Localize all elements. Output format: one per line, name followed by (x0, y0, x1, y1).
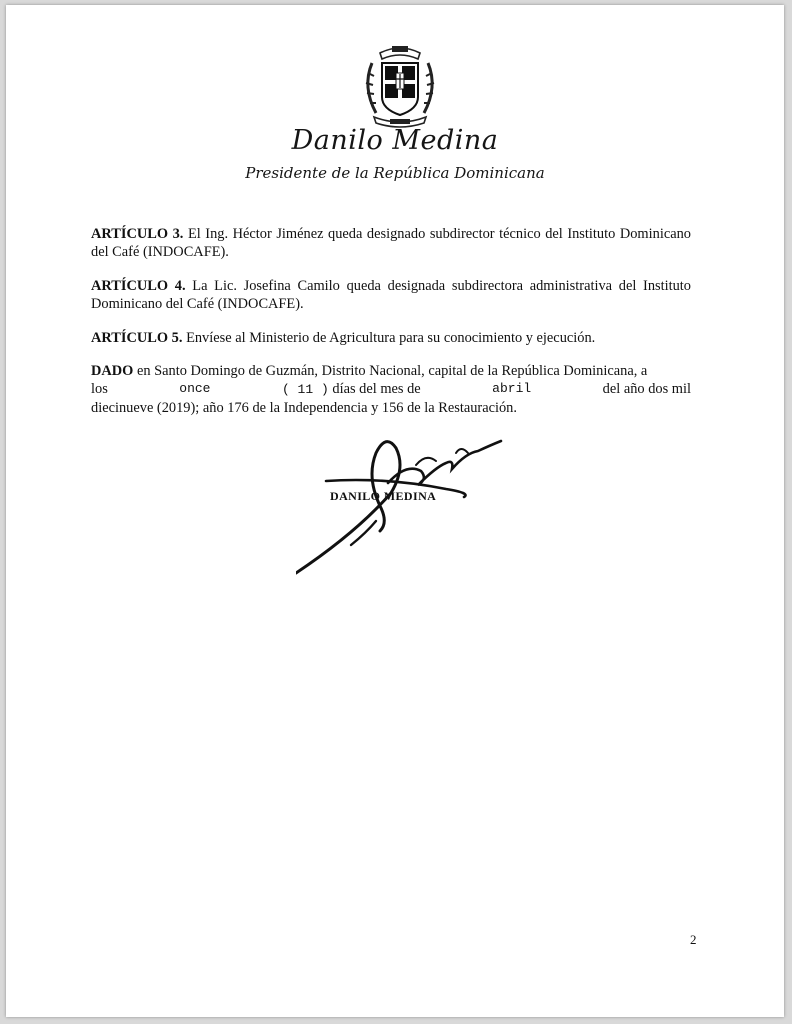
article-4-heading: ARTÍCULO 4. (91, 278, 186, 294)
document-page (6, 5, 784, 1017)
page-number: 2 (690, 932, 697, 947)
dado-year-prefix: del año dos mil (602, 381, 691, 397)
dado-day-number: ( 11 ) (281, 382, 329, 397)
dado-heading: DADO (91, 363, 134, 379)
signatory-name: DANILO MEDINA (330, 489, 437, 503)
article-4-paragraph (91, 277, 691, 313)
article-3-text: El Ing. Héctor Jiménez queda designado subdirector técnico del Instituto Dominicano del Café (INDOCAFE). (91, 226, 691, 260)
president-title-heading: Presidente de la República Dominicana (245, 164, 545, 182)
article-5-text: Envíese al Ministerio de Agricultura para su conocimiento y ejecución. (186, 330, 596, 346)
dado-line-3: diecinueve (2019); año 176 de la Independencia y 156 de la Restauración. (91, 400, 517, 416)
dado-days-of-month: días del mes de (332, 381, 421, 397)
dado-line-1 (91, 362, 691, 380)
dado-los: los (91, 381, 108, 397)
dado-month: abril (492, 381, 532, 396)
coat-of-arms-icon (358, 43, 442, 129)
president-name-heading: Danilo Medina (291, 125, 499, 156)
dado-line-2 (91, 380, 691, 399)
dado-paragraph (91, 362, 691, 417)
dado-day-word: once (179, 381, 211, 396)
article-5-paragraph (91, 329, 691, 347)
article-3-heading: ARTÍCULO 3. (91, 226, 184, 242)
article-3-paragraph (91, 225, 691, 261)
article-5-heading: ARTÍCULO 5. (91, 330, 183, 346)
article-4-text: La Lic. Josefina Camilo queda designada subdirectora administrativa del Instituto Dominicano del Café (INDOCAFE). (91, 278, 691, 312)
dado-line-1-text: en Santo Domingo de Guzmán, Distrito Nacional, capital de la República Dominicana, a (136, 363, 648, 379)
